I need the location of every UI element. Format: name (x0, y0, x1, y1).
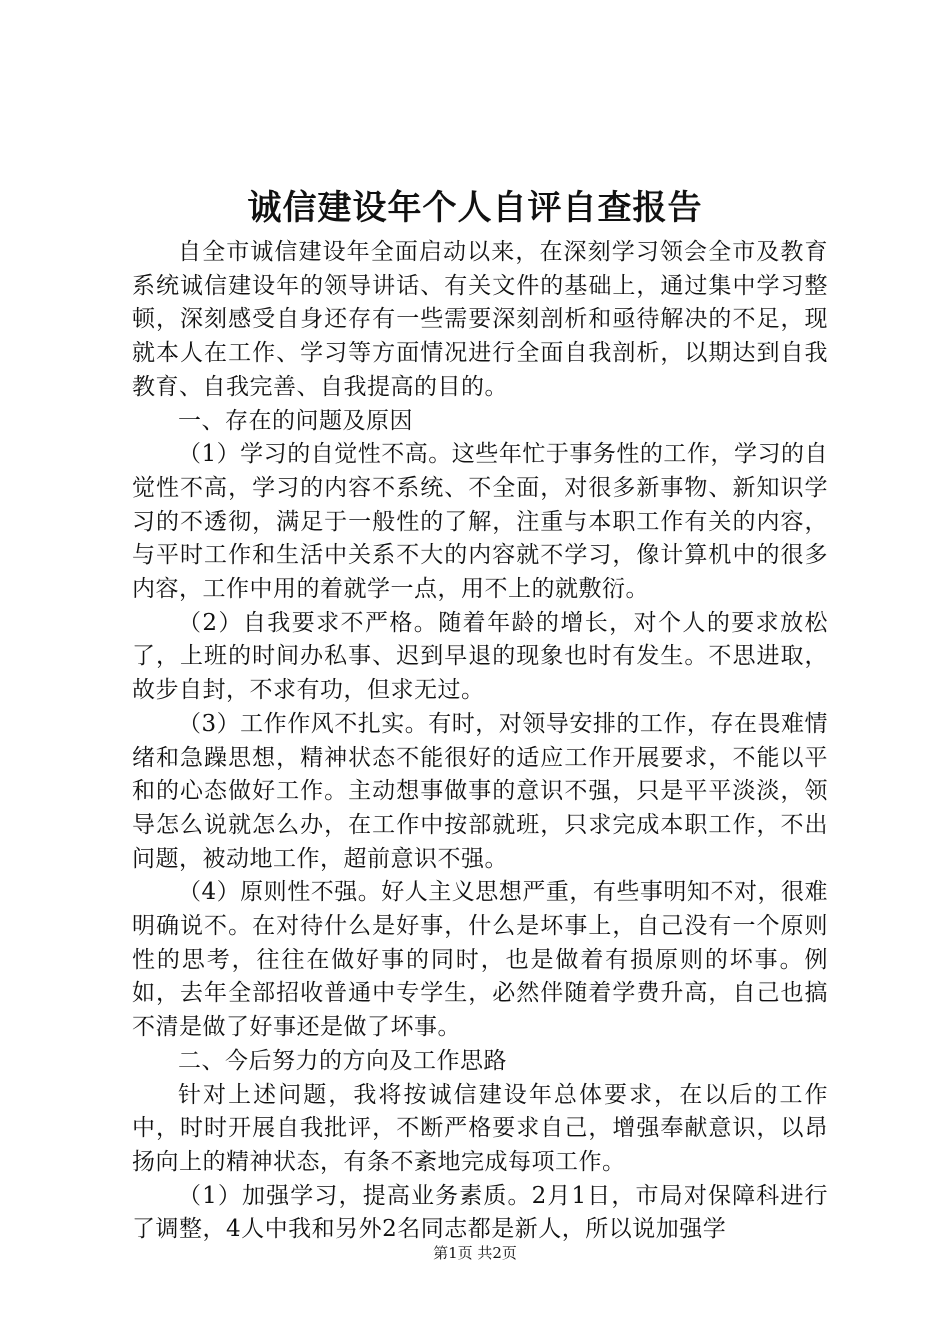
page-number: 第1页 共2页 (433, 1244, 517, 1262)
problem-item-4: （4）原则性不强。好人主义思想严重，有些事明知不对，很难明确说不。在对待什么是好事，什么是坏事上，自己没有一个原则性的思考，往往在做好事的同时，也是做着有损原则的坏事。例如，去年全部招收普通中专学生，必然伴随着学费升高，自己也搞不清是做了好事还是做了坏事。 (132, 879, 828, 1041)
intro-paragraph: 自全市诚信建设年全面启动以来，在深刻学习领会全市及教育系统诚信建设年的领导讲话、有关文件的基础上，通过集中学习整顿，深刻感受自身还存有一些需要深刻剖析和亟待解决的不足，现就本人在工作、学习等方面情况进行全面自我剖析，以期达到自我教育、自我完善、自我提高的目的。 (132, 239, 828, 400)
document-body (132, 236, 828, 1247)
section-heading-direction: 二、今后努力的方向及工作思路 (178, 1047, 507, 1074)
problem-item-2: （2）自我要求不严格。随着年龄的增长，对个人的要求放松了，上班的时间办私事、迟到早退的现象也时有发生。不思进取，故步自封，不求有功，但求无过。 (132, 609, 828, 704)
problem-item-1: （1）学习的自觉性不高。这些年忙于事务性的工作，学习的自觉性不高，学习的内容不系统、不全面，对很多新事物、新知识学习的不透彻，满足于一般性的了解，注重与本职工作有关的内容，与平时工作和生活中关系不大的内容就不学习，像计算机中的很多内容，工作中用的着就学一点，用不上的就敷衍。 (132, 441, 828, 603)
document-title: 诚信建设年个人自评自查报告 (247, 188, 703, 228)
section-heading-problems: 一、存在的问题及原因 (178, 407, 413, 434)
problem-item-3: （3）工作作风不扎实。有时，对领导安排的工作，存在畏难情绪和急躁思想，精神状态不能很好的适应工作开展要求，不能以平和的心态做好工作。主动想事做事的意识不强，只是平平淡淡，领导怎么说就怎么办，在工作中按部就班，只求完成本职工作，不出问题，被动地工作，超前意识不强。 (132, 710, 828, 872)
direction-paragraph: 针对上述问题，我将按诚信建设年总体要求，在以后的工作中，时时开展自我批评，不断严格要求自己，增强奉献意识，以昂扬向上的精神状态，有条不紊地完成每项工作。 (132, 1081, 828, 1175)
direction-item-1: （1）加强学习，提高业务素质。2月1日，市局对保障科进行了调整，4人中我和另外2名同志都是新人，所以说加强学 (132, 1182, 828, 1243)
